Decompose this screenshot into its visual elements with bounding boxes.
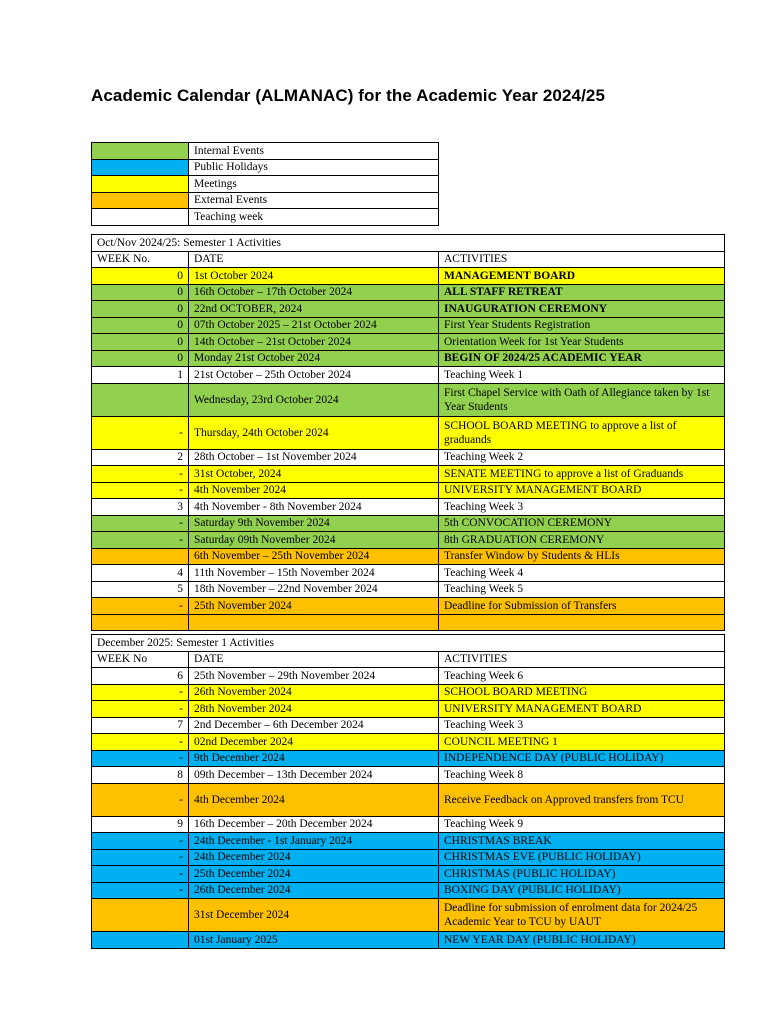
date-cell: 21st October – 25th October 2024 — [189, 367, 439, 384]
week-cell: 1 — [92, 367, 189, 384]
activity-cell: SENATE MEETING to approve a list of Graduands — [439, 466, 725, 483]
table-row — [92, 581, 725, 598]
week-cell — [92, 899, 189, 932]
activity-cell: First Year Students Registration — [439, 317, 725, 334]
legend-swatch — [92, 159, 189, 176]
legend-row — [92, 192, 439, 209]
table-row — [92, 849, 725, 866]
semester-table-december — [91, 634, 725, 949]
section-heading-row — [92, 635, 725, 652]
week-cell: - — [92, 701, 189, 718]
activity-cell: CHRISTMAS (PUBLIC HOLIDAY) — [439, 866, 725, 883]
legend-label: Meetings — [189, 176, 439, 193]
activity-cell — [439, 614, 725, 631]
date-cell: 25th November – 29th November 2024 — [189, 668, 439, 685]
legend-swatch — [92, 209, 189, 226]
date-cell: 14th October – 21st October 2024 — [189, 334, 439, 351]
legend-row — [92, 209, 439, 226]
table-row — [92, 767, 725, 784]
table-row — [92, 449, 725, 466]
date-cell: 16th October – 17th October 2024 — [189, 284, 439, 301]
legend-label: Teaching week — [189, 209, 439, 226]
table-row — [92, 482, 725, 499]
activity-cell: Teaching Week 2 — [439, 449, 725, 466]
week-cell: 9 — [92, 816, 189, 833]
table-row — [92, 899, 725, 932]
page-title: Academic Calendar (ALMANAC) for the Academic Year 2024/25 — [91, 86, 605, 105]
activity-cell: Teaching Week 8 — [439, 767, 725, 784]
week-cell: - — [92, 849, 189, 866]
activity-cell: COUNCIL MEETING 1 — [439, 734, 725, 751]
week-cell: 0 — [92, 350, 189, 367]
week-cell: - — [92, 532, 189, 549]
table-row — [92, 334, 725, 351]
week-cell: - — [92, 515, 189, 532]
table-row — [92, 668, 725, 685]
table-row — [92, 317, 725, 334]
activity-cell: BOXING DAY (PUBLIC HOLIDAY) — [439, 882, 725, 899]
date-cell: 24th December 2024 — [189, 849, 439, 866]
week-cell — [92, 383, 189, 416]
activity-cell: Teaching Week 4 — [439, 565, 725, 582]
week-cell: 3 — [92, 499, 189, 516]
date-cell: 01st January 2025 — [189, 932, 439, 949]
table-row — [92, 565, 725, 582]
date-cell: 4th November 2024 — [189, 482, 439, 499]
week-cell: 8 — [92, 767, 189, 784]
date-cell: 2nd December – 6th December 2024 — [189, 717, 439, 734]
activity-cell: Teaching Week 5 — [439, 581, 725, 598]
week-cell: 0 — [92, 301, 189, 318]
activity-cell: UNIVERSITY MANAGEMENT BOARD — [439, 701, 725, 718]
legend-label: Internal Events — [189, 143, 439, 160]
table-row — [92, 548, 725, 565]
table-row — [92, 684, 725, 701]
activity-cell: MANAGEMENT BOARD — [439, 268, 725, 285]
table-row — [92, 750, 725, 767]
date-cell: 26th November 2024 — [189, 684, 439, 701]
week-cell: 6 — [92, 668, 189, 685]
activity-cell: ALL STAFF RETREAT — [439, 284, 725, 301]
week-cell: - — [92, 734, 189, 751]
date-cell: 16th December – 20th December 2024 — [189, 816, 439, 833]
date-cell: Saturday 09th November 2024 — [189, 532, 439, 549]
activity-cell: Deadline for Submission of Transfers — [439, 598, 725, 615]
color-legend — [91, 142, 439, 226]
col-week-header: WEEK No. — [92, 251, 189, 268]
table-row — [92, 701, 725, 718]
week-cell: - — [92, 482, 189, 499]
activity-cell: 5th CONVOCATION CEREMONY — [439, 515, 725, 532]
activity-cell: SCHOOL BOARD MEETING to approve a list of graduands — [439, 416, 725, 449]
table-row — [92, 383, 725, 416]
col-week-header: WEEK No — [92, 651, 189, 668]
section-heading: December 2025: Semester 1 Activities — [92, 635, 725, 652]
date-cell: 25th November 2024 — [189, 598, 439, 615]
activity-cell: SCHOOL BOARD MEETING — [439, 684, 725, 701]
table-row — [92, 416, 725, 449]
table-row — [92, 932, 725, 949]
week-cell — [92, 932, 189, 949]
date-cell: Thursday, 24th October 2024 — [189, 416, 439, 449]
section-heading-row — [92, 235, 725, 252]
week-cell: 2 — [92, 449, 189, 466]
date-cell: 09th December – 13th December 2024 — [189, 767, 439, 784]
date-cell: 11th November – 15th November 2024 — [189, 565, 439, 582]
col-date-header: DATE — [189, 251, 439, 268]
date-cell: 6th November – 25th November 2024 — [189, 548, 439, 565]
legend-row — [92, 176, 439, 193]
table-row — [92, 598, 725, 615]
table-row — [92, 515, 725, 532]
column-header-row — [92, 651, 725, 668]
activity-cell: UNIVERSITY MANAGEMENT BOARD — [439, 482, 725, 499]
activity-cell: Teaching Week 1 — [439, 367, 725, 384]
table-row — [92, 816, 725, 833]
week-cell: - — [92, 866, 189, 883]
col-date-header: DATE — [189, 651, 439, 668]
table-row — [92, 717, 725, 734]
table-row — [92, 532, 725, 549]
activity-cell: INDEPENDENCE DAY (PUBLIC HOLIDAY) — [439, 750, 725, 767]
table-row — [92, 367, 725, 384]
week-cell: - — [92, 598, 189, 615]
activity-cell: Receive Feedback on Approved transfers from TCU — [439, 783, 725, 816]
legend-swatch — [92, 192, 189, 209]
activity-cell: INAUGURATION CEREMONY — [439, 301, 725, 318]
semester-table-octnov — [91, 234, 725, 631]
table-row — [92, 614, 725, 631]
week-cell — [92, 548, 189, 565]
activity-cell: Orientation Week for 1st Year Students — [439, 334, 725, 351]
activity-cell: NEW YEAR DAY (PUBLIC HOLIDAY) — [439, 932, 725, 949]
date-cell: 28th November 2024 — [189, 701, 439, 718]
date-cell: Saturday 9th November 2024 — [189, 515, 439, 532]
activity-cell: Teaching Week 6 — [439, 668, 725, 685]
table-row — [92, 350, 725, 367]
col-activities-header: ACTIVITIES — [439, 251, 725, 268]
activity-cell: Teaching Week 3 — [439, 717, 725, 734]
date-cell: 07th October 2025 – 21st October 2024 — [189, 317, 439, 334]
week-cell: 7 — [92, 717, 189, 734]
legend-row — [92, 143, 439, 160]
week-cell: - — [92, 882, 189, 899]
activity-cell: Transfer Window by Students & HLIs — [439, 548, 725, 565]
date-cell: 26th December 2024 — [189, 882, 439, 899]
week-cell: 0 — [92, 284, 189, 301]
week-cell: 0 — [92, 334, 189, 351]
date-cell: 31st December 2024 — [189, 899, 439, 932]
week-cell: - — [92, 833, 189, 850]
week-cell: - — [92, 466, 189, 483]
date-cell: 28th October – 1st November 2024 — [189, 449, 439, 466]
table-row — [92, 301, 725, 318]
date-cell: Monday 21st October 2024 — [189, 350, 439, 367]
section-heading: Oct/Nov 2024/25: Semester 1 Activities — [92, 235, 725, 252]
legend-swatch — [92, 176, 189, 193]
legend-row — [92, 159, 439, 176]
activity-cell: CHRISTMAS BREAK — [439, 833, 725, 850]
table-row — [92, 866, 725, 883]
activity-cell: Teaching Week 9 — [439, 816, 725, 833]
col-activities-header: ACTIVITIES — [439, 651, 725, 668]
week-cell: - — [92, 416, 189, 449]
week-cell: - — [92, 783, 189, 816]
week-cell: 0 — [92, 317, 189, 334]
table-row — [92, 499, 725, 516]
activity-cell: First Chapel Service with Oath of Allegiance taken by 1st Year Students — [439, 383, 725, 416]
date-cell: Wednesday, 23rd October 2024 — [189, 383, 439, 416]
date-cell: 25th December 2024 — [189, 866, 439, 883]
week-cell: 4 — [92, 565, 189, 582]
week-cell — [92, 614, 189, 631]
table-row — [92, 268, 725, 285]
legend-label: External Events — [189, 192, 439, 209]
date-cell: 1st October 2024 — [189, 268, 439, 285]
activity-cell: 8th GRADUATION CEREMONY — [439, 532, 725, 549]
legend-swatch — [92, 143, 189, 160]
date-cell: 4th December 2024 — [189, 783, 439, 816]
table-row — [92, 284, 725, 301]
date-cell — [189, 614, 439, 631]
activity-cell: Teaching Week 3 — [439, 499, 725, 516]
week-cell: - — [92, 750, 189, 767]
date-cell: 02nd December 2024 — [189, 734, 439, 751]
activity-cell: BEGIN OF 2024/25 ACADEMIC YEAR — [439, 350, 725, 367]
activity-cell: Deadline for submission of enrolment data for 2024/25 Academic Year to TCU by UAUT — [439, 899, 725, 932]
table-row — [92, 783, 725, 816]
legend-label: Public Holidays — [189, 159, 439, 176]
week-cell: 5 — [92, 581, 189, 598]
table-row — [92, 833, 725, 850]
week-cell: - — [92, 684, 189, 701]
activity-cell: CHRISTMAS EVE (PUBLIC HOLIDAY) — [439, 849, 725, 866]
date-cell: 9th December 2024 — [189, 750, 439, 767]
date-cell: 4th November - 8th November 2024 — [189, 499, 439, 516]
date-cell: 31st October, 2024 — [189, 466, 439, 483]
date-cell: 18th November – 22nd November 2024 — [189, 581, 439, 598]
table-row — [92, 734, 725, 751]
date-cell: 24th December - 1st January 2024 — [189, 833, 439, 850]
week-cell: 0 — [92, 268, 189, 285]
column-header-row — [92, 251, 725, 268]
table-row — [92, 882, 725, 899]
date-cell: 22nd OCTOBER, 2024 — [189, 301, 439, 318]
table-row — [92, 466, 725, 483]
